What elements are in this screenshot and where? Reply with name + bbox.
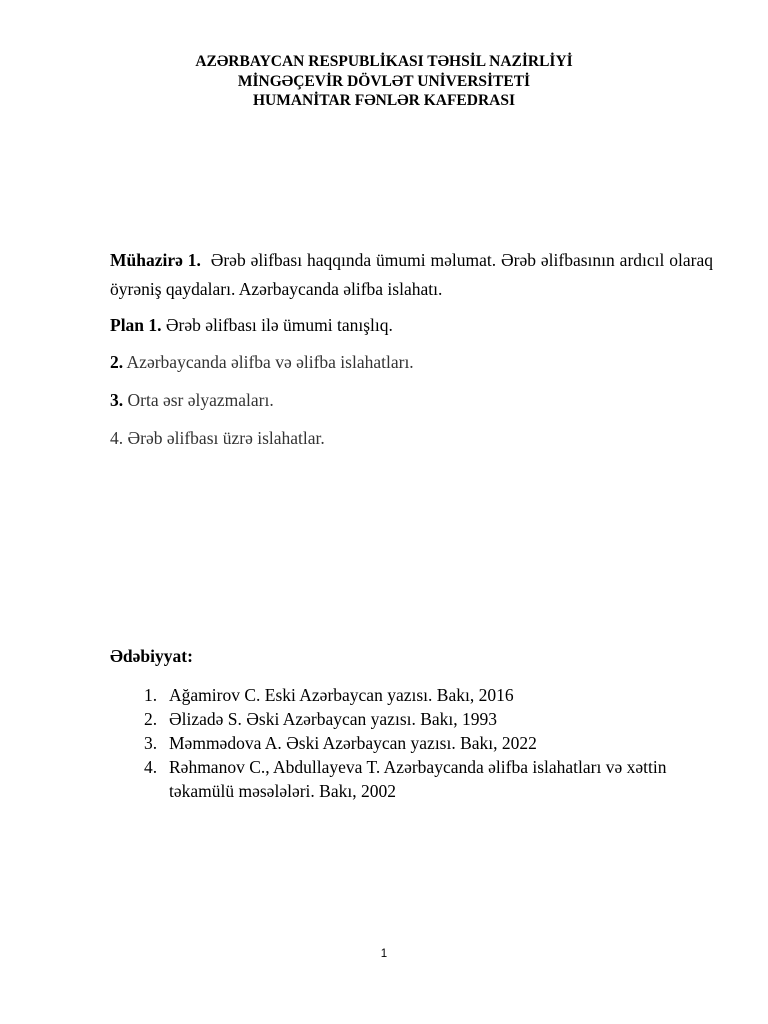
university-title: MİNGƏÇEVİR DÖVLƏT UNİVERSİTETİ bbox=[237, 72, 531, 90]
plan-item-3 bbox=[110, 389, 713, 411]
plan-item-2-text: Azərbaycanda əlifba və əlifba islahatları. bbox=[126, 352, 414, 372]
literature-title: Ədəbiyyat: bbox=[110, 646, 193, 666]
document-header bbox=[0, 52, 768, 111]
plan-item-1 bbox=[110, 314, 713, 336]
plan-item-2-number: 2. bbox=[110, 352, 124, 372]
literature-item-number: 3. bbox=[144, 733, 158, 753]
plan-item-3-number: 3. bbox=[110, 390, 124, 410]
literature-item bbox=[144, 683, 716, 707]
lecture-label: Mühazirə 1. bbox=[110, 250, 201, 270]
literature-item-text: Rəhmanov C., Abdullayeva T. Azərbaycanda əlifba islahatları və xəttin təkamülü məsələləri. Bakı, 2002 bbox=[169, 757, 667, 801]
plan-item-2 bbox=[110, 351, 713, 373]
department-title: HUMANİTAR FƏNLƏR KAFEDRASI bbox=[252, 92, 515, 109]
plan-item-4 bbox=[110, 427, 713, 449]
plan-item-1-text: Ərəb əlifbası ilə ümumi tanışlıq. bbox=[165, 315, 393, 335]
literature-item-text: Əlizadə S. Əski Azərbaycan yazısı. Bakı, 1993 bbox=[169, 709, 498, 729]
ministry-title: AZƏRBAYCAN RESPUBLİKASI TƏHSİL NAZİRLİYİ bbox=[195, 53, 573, 70]
page-number: 1 bbox=[380, 948, 388, 960]
lecture-text: Ərəb əlifbası haqqında ümumi məlumat. Ərəb əlifbasının ardıcıl olaraq öyrəniş qaydaları. Azərbaycanda əlifba islahatı. bbox=[110, 250, 713, 299]
literature-item-text: Məmmədova A. Əski Azərbaycan yazısı. Bakı, 2022 bbox=[169, 733, 537, 753]
literature-item-number: 2. bbox=[144, 709, 158, 729]
plan-item-1-label: Plan 1. bbox=[110, 315, 162, 335]
literature-item bbox=[144, 707, 716, 731]
plan-item-4-text: 4. Ərəb əlifbası üzrə islahatlar. bbox=[110, 428, 325, 448]
literature-item-number: 1. bbox=[144, 685, 158, 705]
literature-item bbox=[144, 755, 716, 803]
literature-item-number: 4. bbox=[144, 757, 158, 777]
lecture-paragraph bbox=[110, 246, 713, 304]
literature-item bbox=[144, 731, 716, 755]
literature-list bbox=[144, 683, 716, 803]
plan-item-3-text: Orta əsr əlyazmaları. bbox=[127, 390, 274, 410]
literature-item-text: Ağamirov C. Eski Azərbaycan yazısı. Bakı, 2016 bbox=[169, 685, 514, 705]
